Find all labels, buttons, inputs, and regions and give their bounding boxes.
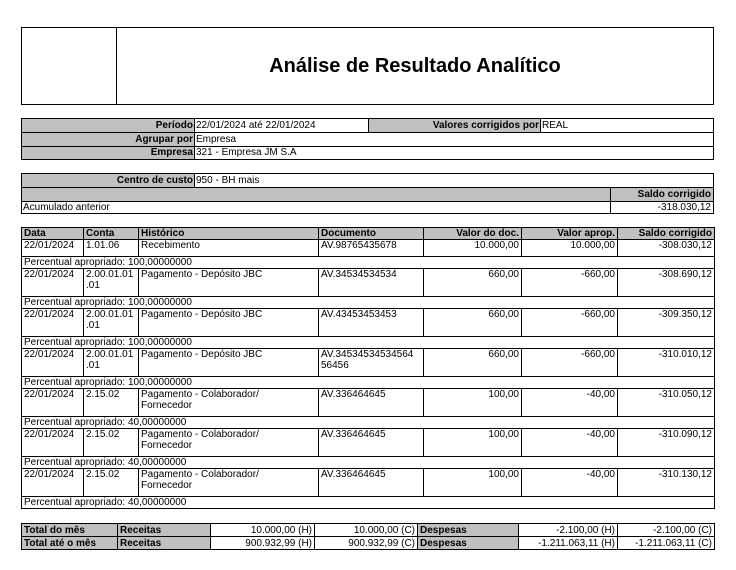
percentual-apropriado: Percentual apropriado: 40,00000000 xyxy=(22,457,715,469)
empresa-value: 321 - Empresa JM S.A xyxy=(196,147,297,158)
valor-aprop-cell: 10.000,00 xyxy=(522,240,618,257)
conta-cell: 2.00.01.01 .01 xyxy=(84,349,139,377)
percentual-apropriado: Percentual apropriado: 100,00000000 xyxy=(22,257,715,269)
filters-block xyxy=(21,118,714,160)
conta-cell: 1.01.06 xyxy=(84,240,139,257)
saldo-cell: -308.030,12 xyxy=(618,240,715,257)
valor-doc-cell: 660,00 xyxy=(424,269,522,297)
totals-row xyxy=(22,537,715,550)
valor-aprop-cell: -40,00 xyxy=(522,389,618,417)
periodo-label: Período xyxy=(155,120,193,131)
percentual-row xyxy=(22,377,715,389)
documento-cell: AV.98765435678 xyxy=(319,240,424,257)
valor-doc-cell: 10.000,00 xyxy=(424,240,522,257)
lancamentos-table xyxy=(21,227,715,509)
valor-doc-cell: 660,00 xyxy=(424,349,522,377)
conta-cell: 2.15.02 xyxy=(84,469,139,497)
percentual-apropriado: Percentual apropriado: 40,00000000 xyxy=(22,497,715,509)
saldo-cell: -310.010,12 xyxy=(618,349,715,377)
centro-block xyxy=(21,173,714,214)
table-row xyxy=(22,469,715,497)
data-cell: 22/01/2024 xyxy=(22,240,84,257)
historico-cell: Pagamento - Colaborador/ Fornecedor xyxy=(139,469,319,497)
percentual-row xyxy=(22,257,715,269)
receitas-h-value: 900.932,99 (H) xyxy=(211,537,315,550)
conta-cell: 2.00.01.01 .01 xyxy=(84,309,139,337)
saldo-cell: -310.090,12 xyxy=(618,429,715,457)
despesas-label: Despesas xyxy=(418,524,519,537)
valor-doc-cell: 100,00 xyxy=(424,389,522,417)
data-cell: 22/01/2024 xyxy=(22,389,84,417)
data-cell: 22/01/2024 xyxy=(22,309,84,337)
table-row xyxy=(22,349,715,377)
valor-aprop-cell: -40,00 xyxy=(522,469,618,497)
despesas-h-value: -1.211.063,11 (H) xyxy=(519,537,618,550)
centro-value: 950 - BH mais xyxy=(196,175,260,186)
documento-cell: AV.34534534534564 56456 xyxy=(319,349,424,377)
data-cell: 22/01/2024 xyxy=(22,469,84,497)
historico-cell: Pagamento - Colaborador/ Fornecedor xyxy=(139,389,319,417)
periodo-value: 22/01/2024 até 22/01/2024 xyxy=(196,120,316,131)
receitas-label: Receitas xyxy=(118,537,211,550)
percentual-row xyxy=(22,337,715,349)
report-title: Análise de Resultado Analítico xyxy=(269,55,561,77)
valor-aprop-cell: -660,00 xyxy=(522,349,618,377)
valor-aprop-cell: -660,00 xyxy=(522,309,618,337)
documento-cell: AV.336464645 xyxy=(319,389,424,417)
historico-cell: Recebimento xyxy=(139,240,319,257)
totals-label: Total do mês xyxy=(22,524,118,537)
historico-cell: Pagamento - Colaborador/ Fornecedor xyxy=(139,429,319,457)
table-row xyxy=(22,309,715,337)
saldo-cell: -310.050,12 xyxy=(618,389,715,417)
valores-value: REAL xyxy=(542,120,569,131)
valor-doc-cell: 100,00 xyxy=(424,469,522,497)
column-header: Data xyxy=(22,228,84,240)
historico-cell: Pagamento - Depósito JBC xyxy=(139,269,319,297)
column-header: Valor do doc. xyxy=(424,228,522,240)
column-header: Saldo corrigido xyxy=(618,228,715,240)
column-header: Histórico xyxy=(139,228,319,240)
valor-doc-cell: 100,00 xyxy=(424,429,522,457)
totals-table xyxy=(21,523,715,550)
centro-label: Centro de custo xyxy=(116,175,193,186)
totals-row xyxy=(22,524,715,537)
documento-cell: AV.43453453453 xyxy=(319,309,424,337)
column-header: Valor aprop. xyxy=(522,228,618,240)
percentual-row xyxy=(22,497,715,509)
receitas-h-value: 10.000,00 (H) xyxy=(211,524,315,537)
documento-cell: AV.34534534534 xyxy=(319,269,424,297)
acumulado-label: Acumulado anterior xyxy=(23,202,110,213)
column-header: Documento xyxy=(319,228,424,240)
percentual-row xyxy=(22,417,715,429)
data-cell: 22/01/2024 xyxy=(22,269,84,297)
documento-cell: AV.336464645 xyxy=(319,469,424,497)
percentual-apropriado: Percentual apropriado: 100,00000000 xyxy=(22,337,715,349)
empresa-label: Empresa xyxy=(150,147,193,158)
percentual-row xyxy=(22,297,715,309)
despesas-h-value: -2.100,00 (H) xyxy=(519,524,618,537)
saldo-cell: -310.130,12 xyxy=(618,469,715,497)
table-row xyxy=(22,429,715,457)
column-header: Conta xyxy=(84,228,139,240)
percentual-row xyxy=(22,457,715,469)
receitas-label: Receitas xyxy=(118,524,211,537)
table-header-row xyxy=(22,228,715,240)
receitas-c-value: 10.000,00 (C) xyxy=(315,524,418,537)
despesas-c-value: -2.100,00 (C) xyxy=(618,524,715,537)
totals-label: Total até o mês xyxy=(22,537,118,550)
conta-cell: 2.00.01.01 .01 xyxy=(84,269,139,297)
valor-aprop-cell: -40,00 xyxy=(522,429,618,457)
conta-cell: 2.15.02 xyxy=(84,389,139,417)
valor-doc-cell: 660,00 xyxy=(424,309,522,337)
conta-cell: 2.15.02 xyxy=(84,429,139,457)
saldo-cell: -308.690,12 xyxy=(618,269,715,297)
saldo-header: Saldo corrigido xyxy=(637,189,711,200)
percentual-apropriado: Percentual apropriado: 40,00000000 xyxy=(22,417,715,429)
data-cell: 22/01/2024 xyxy=(22,429,84,457)
percentual-apropriado: Percentual apropriado: 100,00000000 xyxy=(22,377,715,389)
report-header xyxy=(21,27,714,105)
table-row xyxy=(22,240,715,257)
receitas-c-value: 900.932,99 (C) xyxy=(315,537,418,550)
saldo-cell: -309.350,12 xyxy=(618,309,715,337)
agrupar-label: Agrupar por xyxy=(135,134,193,145)
historico-cell: Pagamento - Depósito JBC xyxy=(139,309,319,337)
logo-area xyxy=(22,28,117,104)
acumulado-value: -318.030,12 xyxy=(657,202,711,213)
documento-cell: AV.336464645 xyxy=(319,429,424,457)
historico-cell: Pagamento - Depósito JBC xyxy=(139,349,319,377)
valores-label: Valores corrigidos por xyxy=(432,120,539,131)
valor-aprop-cell: -660,00 xyxy=(522,269,618,297)
percentual-apropriado: Percentual apropriado: 100,00000000 xyxy=(22,297,715,309)
despesas-c-value: -1.211.063,11 (C) xyxy=(618,537,715,550)
table-row xyxy=(22,389,715,417)
data-cell: 22/01/2024 xyxy=(22,349,84,377)
agrupar-value: Empresa xyxy=(196,134,237,145)
table-row xyxy=(22,269,715,297)
despesas-label: Despesas xyxy=(418,537,519,550)
